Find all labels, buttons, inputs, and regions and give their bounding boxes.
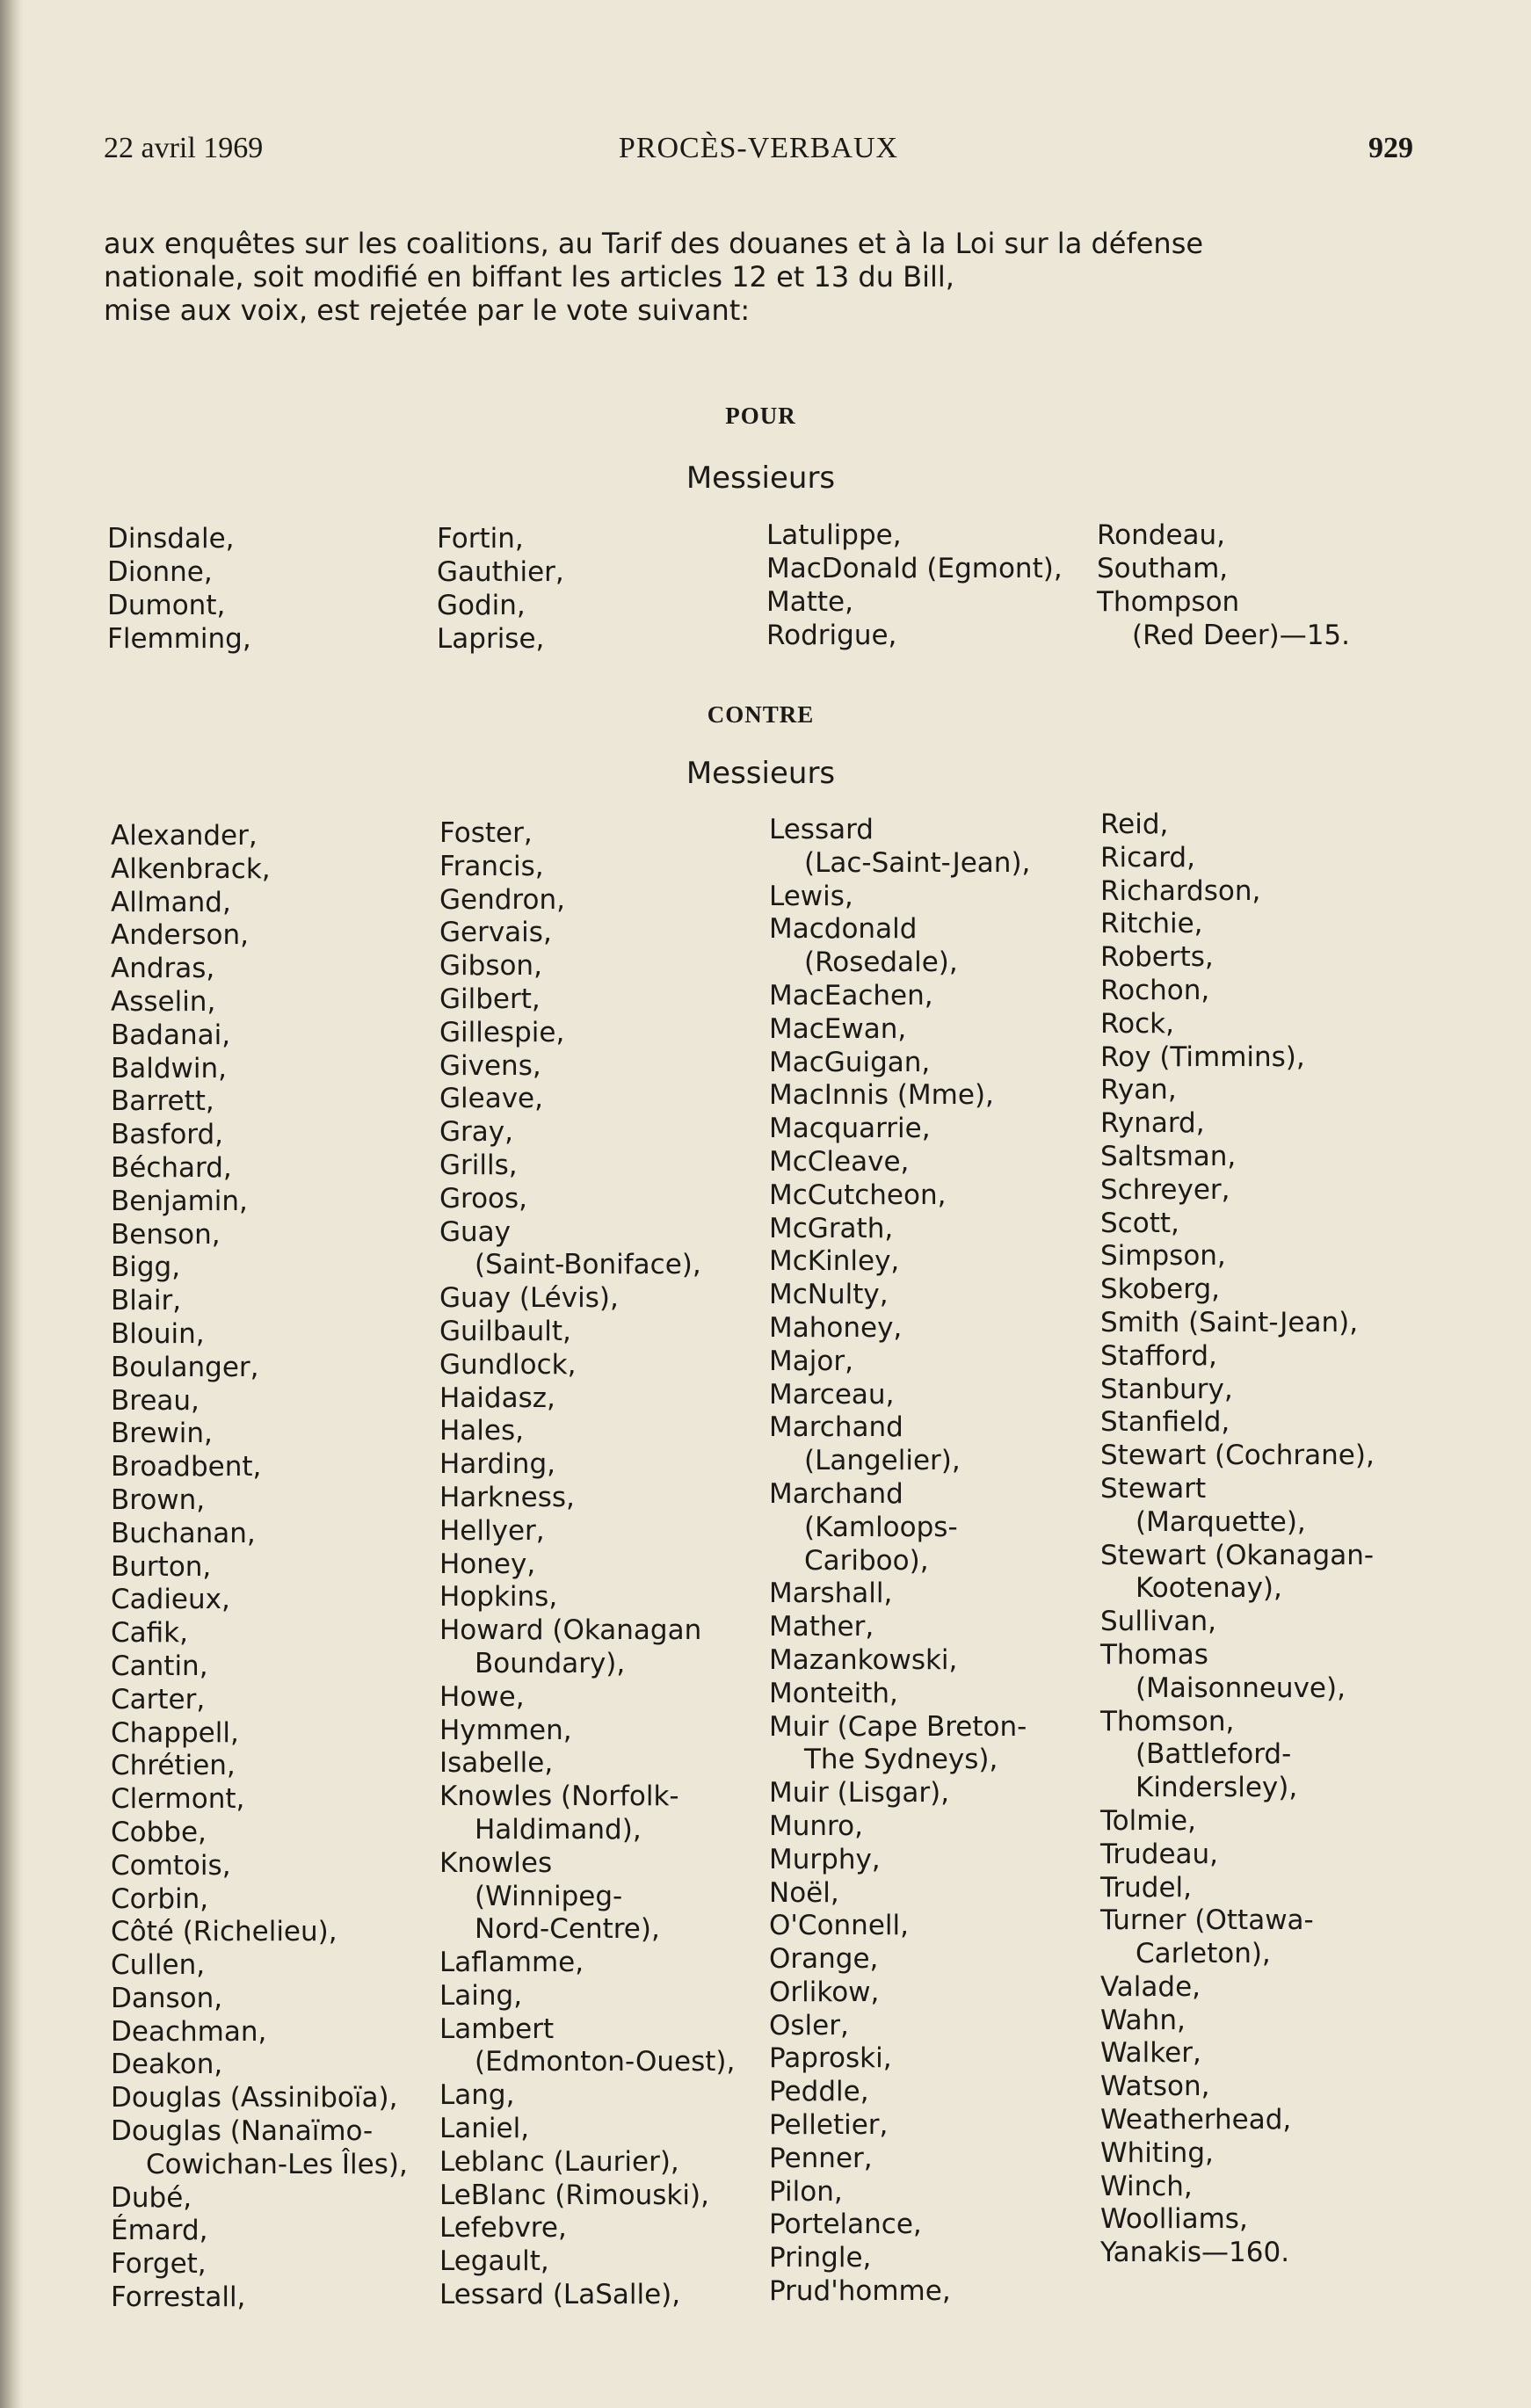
pour-member-name: Rodrigue, [766,620,897,651]
contre-member-name: Isabelle, [439,1747,554,1780]
pour-column-4 [1097,519,1350,652]
contre-member-name: Boulanger, [111,1351,259,1383]
contre-member-name: Alkenbrack, [111,852,271,885]
contre-member-name: Richardson, [1100,874,1261,907]
contre-member-name: Stewart (Cochrane), [1100,1440,1375,1472]
contre-member-name: Gleave, [439,1083,543,1115]
pour-member-name: Laprise, [437,623,545,655]
pour-subheading: Messieurs [686,461,836,496]
contre-member-name: Gervais, [439,917,552,949]
intro-line: aux enquêtes sur les coalitions, au Tarif des douanes et à la Loi sur la défense [104,227,1204,260]
contre-member-name: Prud'homme, [769,2275,951,2308]
contre-member-name: Bigg, [111,1251,181,1284]
contre-member-name: Rochon, [1100,974,1210,1006]
contre-member-name: Wahn, [1100,2004,1186,2036]
contre-member-name: Brown, [111,1483,206,1516]
pour-member-name: Dumont, [107,590,226,621]
contre-member-name: MacEwan, [769,1012,907,1045]
contre-member-name: Nord-Centre), [475,1913,660,1946]
pour-heading: POUR [725,403,796,429]
page-header [104,132,1413,176]
contre-member-name: MacGuigan, [769,1046,931,1078]
pour-member-name: (Red Deer)—15. [1132,620,1350,651]
contre-member-name: Brewin, [111,1418,213,1450]
contre-member-name: Lang, [439,2079,515,2112]
contre-member-name: Carleton), [1136,1938,1271,1970]
contre-member-name: Valade, [1100,1970,1201,2003]
intro-paragraph [104,227,1418,327]
contre-member-name: Foster, [439,817,533,849]
contre-member-name: Stewart [1100,1472,1207,1505]
contre-column-3 [769,814,1030,2309]
contre-member-name: Marceau, [769,1378,895,1411]
contre-member-name: Guay [439,1215,512,1248]
pour-member-name: Southam, [1097,553,1229,584]
contre-member-name: (Kamloops- [804,1511,958,1543]
contre-member-name: Grills, [439,1149,518,1181]
contre-member-name: Lambert [439,2013,555,2045]
contre-member-name: Cafik, [111,1617,188,1650]
contre-member-name: Buchanan, [111,1517,256,1549]
contre-member-name: Breau, [111,1384,200,1417]
contre-member-name: Gray, [439,1116,513,1149]
contre-member-name: Lefebvre, [439,2212,567,2245]
contre-member-name: Smith (Saint-Jean), [1100,1306,1359,1338]
contre-member-name: Stewart (Okanagan- [1100,1539,1375,1571]
pour-member-name: Latulippe, [766,519,902,551]
contre-member-name: Blouin, [111,1317,205,1350]
contre-member-name: McNulty, [769,1279,889,1311]
contre-member-name: Anderson, [111,919,249,952]
intro-line: nationale, soit modifié en biffant les articles 12 et 13 du Bill, [104,260,954,294]
contre-member-name: Stanfield, [1100,1406,1230,1439]
contre-member-name: Béchard, [111,1151,232,1184]
contre-member-name: Portelance, [769,2209,922,2241]
contre-member-name: Muir (Lisgar), [769,1777,950,1810]
contre-member-name: Mather, [769,1611,874,1643]
pour-member-name: Fortin, [437,523,524,555]
contre-member-name: Danson, [111,1982,223,2014]
contre-column-1 [111,820,408,2315]
contre-member-name: Munro, [769,1810,863,1842]
contre-member-name: The Sydneys), [804,1744,998,1776]
contre-member-name: Watson, [1100,2071,1210,2103]
contre-member-name: Lewis, [769,880,853,912]
pour-member-name: Flemming, [107,623,251,655]
intro-line: mise aux voix, est rejetée par le vote suivant: [104,294,751,327]
contre-column-2 [439,817,735,2312]
contre-member-name: Laniel, [439,2113,530,2145]
contre-member-name: Major, [769,1345,853,1377]
contre-member-name: Kindersley), [1136,1772,1298,1804]
pour-member-name: Matte, [766,586,853,618]
contre-member-name: Gendron, [439,883,565,916]
contre-member-name: Tolmie, [1100,1804,1196,1837]
contre-member-name: Weatherhead, [1100,2104,1292,2136]
contre-member-name: Laing, [439,1979,523,2012]
header-title: PROCÈS-VERBAUX [618,132,899,164]
contre-member-name: Howe, [439,1680,525,1713]
contre-member-name: (Langelier), [804,1445,961,1477]
contre-column-4 [1100,809,1375,2270]
contre-member-name: Harding, [439,1448,555,1481]
contre-member-name: Noël, [769,1876,839,1909]
contre-member-name: Barrett, [111,1085,214,1118]
contre-member-name: Hellyer, [439,1514,545,1547]
contre-member-name: Émard, [111,2215,208,2247]
page-number: 929 [1368,132,1413,164]
contre-member-name: Cadieux, [111,1584,230,1616]
contre-member-name: Mazankowski, [769,1643,958,1676]
contre-member-name: Scott, [1100,1207,1179,1239]
contre-member-name: Yanakis—160. [1100,2237,1290,2269]
contre-member-name: (Marquette), [1136,1505,1306,1538]
contre-member-name: Benson, [111,1218,221,1251]
pour-member-name: Dinsdale, [107,523,235,555]
contre-member-name: Thomson, [1100,1705,1235,1737]
contre-member-name: Penner, [769,2142,873,2174]
contre-member-name: Roy (Timmins), [1100,1041,1305,1073]
pour-member-name: Thompson [1097,586,1240,618]
contre-member-name: Stafford, [1100,1339,1217,1372]
pour-column-1 [107,522,251,656]
contre-member-name: Orange, [769,1943,879,1976]
contre-member-name: Cobbe, [111,1816,207,1848]
contre-member-name: Asselin, [111,985,216,1018]
contre-member-name: (Winnipeg- [475,1880,623,1912]
contre-member-name: Saltsman, [1100,1140,1237,1172]
contre-member-name: (Battleford- [1136,1738,1292,1771]
contre-member-name: Allmand, [111,886,231,918]
contre-member-name: Kootenay), [1136,1572,1282,1605]
contre-member-name: Comtois, [111,1849,231,1882]
contre-member-name: (Maisonneuve), [1136,1672,1346,1704]
contre-member-name: Ryan, [1100,1074,1177,1106]
contre-member-name: O'Connell, [769,1910,909,1942]
contre-member-name: Douglas (Nanaïmo- [111,2115,374,2148]
contre-member-name: Groos, [439,1182,528,1215]
contre-member-name: Guilbault, [439,1315,571,1347]
pour-column-3 [766,519,1063,652]
contre-subheading: Messieurs [686,756,836,791]
contre-member-name: Hales, [439,1415,524,1447]
contre-member-name: Macdonald [769,913,918,946]
pour-column-2 [437,522,564,656]
contre-member-name: Paproski, [769,2042,892,2075]
contre-member-name: Howard (Okanagan [439,1614,702,1647]
contre-member-name: Badanai, [111,1019,231,1051]
contre-member-name: Stanbury, [1100,1373,1233,1405]
contre-member-name: Thomas [1100,1638,1208,1671]
contre-member-name: (Rosedale), [804,947,958,979]
contre-member-name: Schreyer, [1100,1173,1230,1206]
contre-member-name: Rock, [1100,1007,1174,1040]
contre-member-name: Walker, [1100,2037,1201,2070]
contre-member-name: Cullen, [111,1949,206,1982]
contre-member-name: Blair, [111,1285,182,1317]
contre-member-name: Carter, [111,1683,206,1715]
contre-member-name: Harkness, [439,1481,575,1513]
header-date: 22 avril 1969 [104,132,264,164]
contre-member-name: Turner (Ottawa- [1100,1904,1314,1937]
contre-member-name: Knowles (Norfolk- [439,1781,679,1813]
contre-member-name: Skoberg, [1100,1273,1220,1306]
contre-heading: CONTRE [707,701,815,728]
contre-member-name: McGrath, [769,1212,894,1244]
contre-member-name: Orlikow, [769,1976,880,2008]
contre-member-name: MacInnis (Mme), [769,1079,994,1112]
contre-member-name: Haidasz, [439,1382,555,1414]
contre-member-name: Deachman, [111,2015,267,2048]
contre-member-name: Pelletier, [769,2109,889,2142]
contre-member-name: Côté (Richelieu), [111,1916,337,1948]
contre-member-name: Winch, [1100,2170,1193,2202]
contre-member-name: Chappell, [111,1716,239,1749]
contre-member-name: (Edmonton-Ouest), [475,2046,736,2078]
contre-member-name: Cariboo), [804,1544,929,1577]
contre-member-name: Corbin, [111,1882,209,1915]
contre-member-name: Hopkins, [439,1581,558,1614]
contre-member-name: (Lac-Saint-Jean), [804,846,1031,879]
contre-member-name: Burton, [111,1550,212,1583]
contre-member-name: Boundary), [475,1647,626,1679]
contre-member-name: LeBlanc (Rimouski), [439,2179,709,2211]
contre-member-name: Legault, [439,2245,549,2278]
contre-member-name: McKinley, [769,1245,900,1278]
pour-member-name: Gauthier, [437,556,564,588]
contre-member-name: Francis, [439,850,544,882]
contre-member-name: Dubé, [111,2181,192,2214]
contre-member-name: Woolliams, [1100,2203,1248,2236]
contre-member-name: Whiting, [1100,2136,1214,2169]
contre-member-name: Alexander, [111,820,258,852]
contre-member-name: Clermont, [111,1783,245,1816]
contre-member-name: Lessard [769,814,874,845]
contre-member-name: Monteith, [769,1677,898,1709]
contre-member-name: Gillespie, [439,1016,565,1048]
contre-member-name: Andras, [111,953,215,985]
contre-member-name: Cowichan-Les Îles), [146,2148,408,2180]
contre-member-name: Forrestall, [111,2281,246,2314]
contre-member-name: Forget, [111,2248,207,2281]
contre-member-name: Gibson, [439,950,542,983]
contre-member-name: Baldwin, [111,1052,228,1084]
contre-member-name: Basford, [111,1119,224,1151]
contre-member-name: Marshall, [769,1578,893,1610]
contre-member-name: Muir (Cape Breton- [769,1710,1027,1743]
contre-member-name: Givens, [439,1049,541,1082]
contre-member-name: Chrétien, [111,1750,236,1782]
contre-member-name: Knowles [439,1846,553,1879]
contre-member-name: Ricard, [1100,841,1195,874]
contre-member-name: Trudel, [1100,1871,1192,1904]
contre-member-name: Marchand [769,1477,903,1510]
contre-member-name: Leblanc (Laurier), [439,2145,679,2178]
contre-member-name: Benjamin, [111,1185,248,1217]
contre-member-name: Cantin, [111,1650,208,1682]
contre-member-name: Murphy, [769,1843,881,1875]
contre-member-name: Simpson, [1100,1240,1226,1273]
contre-member-name: Gilbert, [439,983,541,1015]
contre-member-name: (Saint-Boniface), [475,1249,701,1281]
pour-member-name: Godin, [437,590,526,621]
contre-member-name: Roberts, [1100,941,1214,974]
contre-member-name: Laflamme, [439,1947,584,1979]
contre-member-name: Honey, [439,1548,536,1580]
contre-member-name: MacEachen, [769,979,933,1012]
contre-member-name: Ritchie, [1100,908,1203,940]
contre-member-name: Gundlock, [439,1348,577,1381]
contre-member-name: Haldimand), [475,1813,642,1846]
contre-member-name: Macquarrie, [769,1113,931,1145]
contre-member-name: Broadbent, [111,1451,262,1483]
contre-member-name: Reid, [1100,809,1169,840]
pour-member-name: MacDonald (Egmont), [766,553,1063,584]
contre-member-name: Sullivan, [1100,1606,1217,1638]
contre-member-name: Marchand [769,1411,903,1444]
pour-member-name: Rondeau, [1097,519,1226,551]
contre-member-name: Guay (Lévis), [439,1282,619,1315]
contre-member-name: Hymmen, [439,1714,572,1746]
contre-member-name: McCutcheon, [769,1179,947,1211]
contre-member-name: Trudeau, [1100,1838,1219,1870]
contre-member-name: Mahoney, [769,1311,903,1344]
contre-member-name: Osler, [769,2009,849,2042]
contre-member-name: Pilon, [769,2175,843,2208]
contre-member-name: Peddle, [769,2076,869,2108]
contre-member-name: Rynard, [1100,1107,1205,1140]
contre-member-name: Douglas (Assiniboïa), [111,2082,398,2114]
contre-member-name: Lessard (LaSalle), [439,2279,681,2311]
contre-member-name: McCleave, [769,1145,910,1178]
pour-member-name: Dionne, [107,556,213,588]
contre-member-name: Deakon, [111,2049,223,2081]
contre-member-name: Pringle, [769,2242,872,2274]
